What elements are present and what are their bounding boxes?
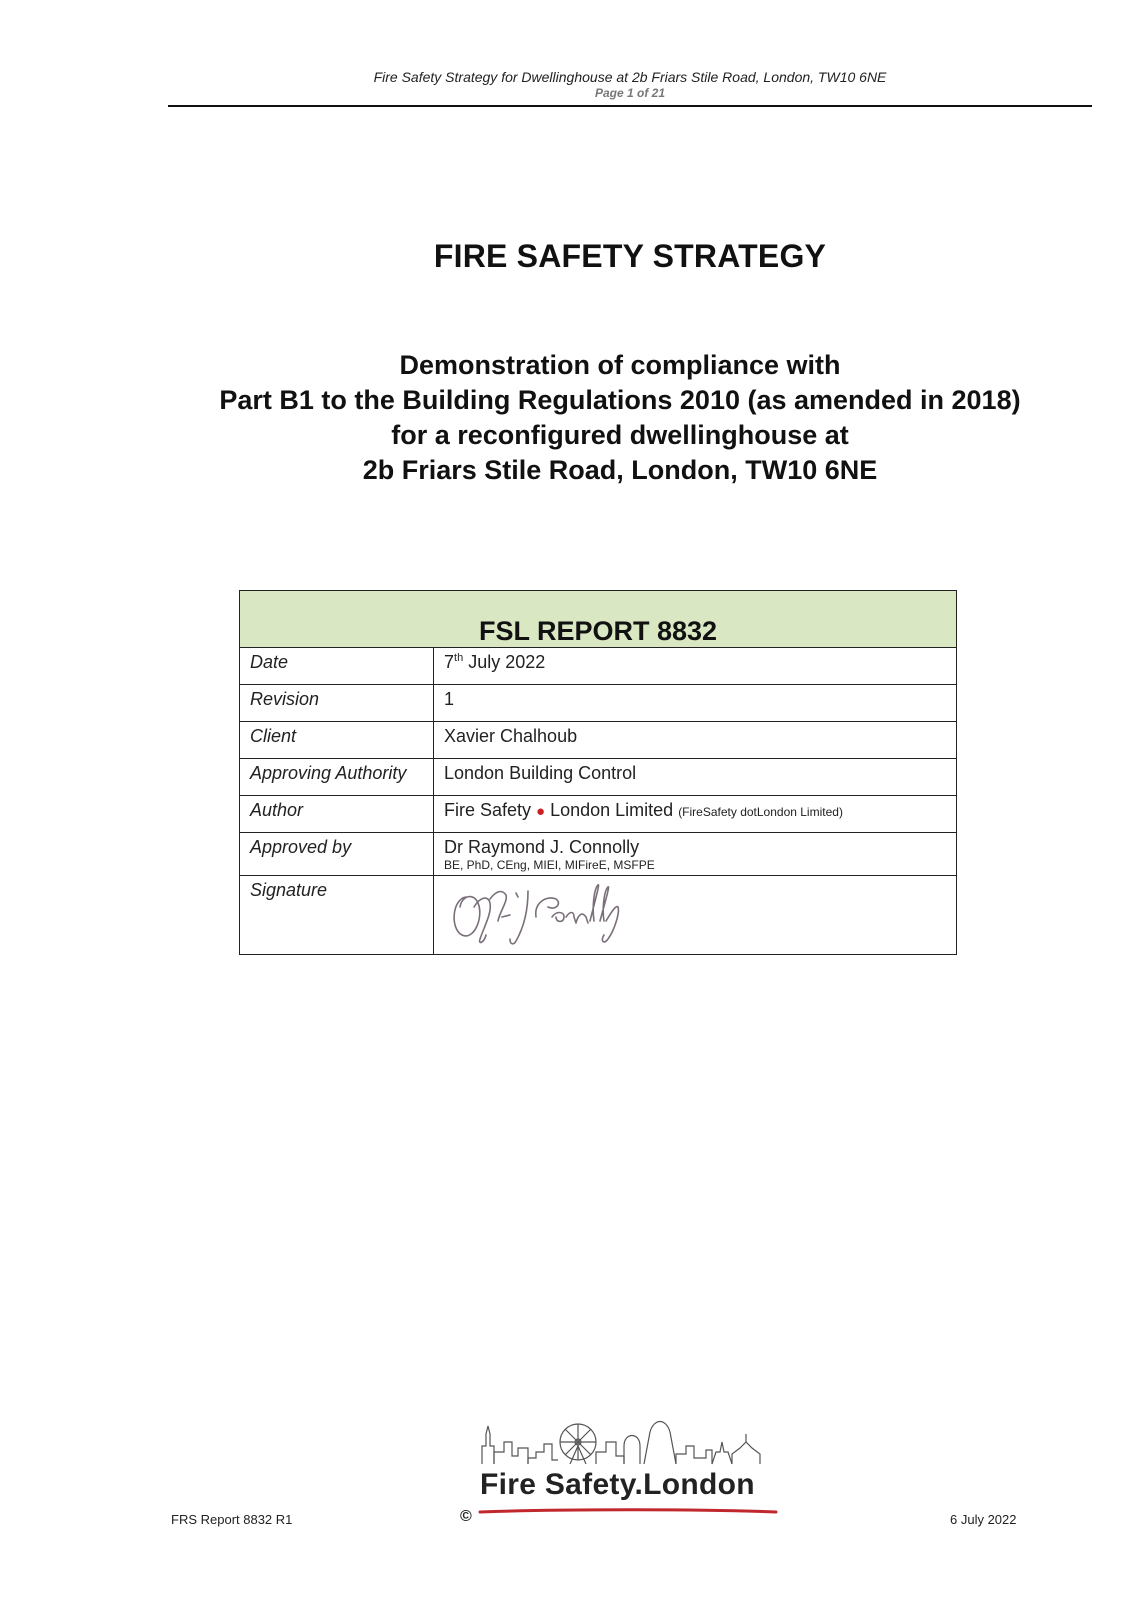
handwritten-signature	[444, 877, 644, 947]
table-row-date	[240, 648, 957, 685]
red-dot-icon: ●	[536, 803, 546, 820]
row-label: Client	[240, 722, 434, 759]
table-row-signature	[240, 876, 957, 955]
client-value: Xavier Chalhoub	[434, 722, 957, 759]
report-details-table	[239, 590, 957, 955]
london-skyline-icon	[478, 1412, 778, 1472]
signature-cell	[434, 876, 957, 955]
author-value	[434, 796, 957, 833]
page-header	[168, 68, 1092, 100]
fire-safety-london-logo	[478, 1420, 778, 1530]
row-label: Signature	[240, 876, 434, 955]
row-label: Approved by	[240, 833, 434, 876]
date-month-year: July 2022	[463, 652, 546, 672]
revision-value: 1	[434, 685, 957, 722]
logo-wordmark-text: Fire Safety.London	[480, 1468, 755, 1501]
approver-qualifications: BE, PhD, CEng, MIEI, MIFireE, MSFPE	[444, 858, 655, 872]
subtitle-line: for a reconfigured dwellinghouse at	[391, 420, 849, 450]
row-label: Approving Authority	[240, 759, 434, 796]
table-row-author	[240, 796, 957, 833]
author-name-part: London Limited	[545, 800, 679, 820]
approver-value	[434, 833, 957, 876]
footer-report-reference: FRS Report 8832 R1	[171, 1512, 293, 1527]
report-banner-row	[240, 591, 957, 648]
logo-wordmark	[480, 1468, 755, 1502]
footer-date: 6 July 2022	[950, 1512, 1017, 1527]
document-subtitle	[120, 348, 1120, 488]
copyright-symbol: ©	[460, 1508, 472, 1525]
table-row-approved-by	[240, 833, 957, 876]
subtitle-line: Part B1 to the Building Regulations 2010 (as amended in 2018)	[219, 385, 1021, 415]
subtitle-line: 2b Friars Stile Road, London, TW10 6NE	[362, 455, 878, 485]
approver-name: Dr Raymond J. Connolly	[444, 837, 640, 857]
author-name-part: Fire Safety	[444, 800, 537, 820]
row-label: Author	[240, 796, 434, 833]
subtitle-line: Demonstration of compliance with	[399, 350, 841, 380]
date-value	[434, 648, 957, 685]
row-label: Date	[240, 648, 434, 685]
table-row-client	[240, 722, 957, 759]
header-divider	[168, 105, 1092, 107]
report-number-banner: FSL REPORT 8832	[240, 591, 957, 648]
header-title: Fire Safety Strategy for Dwellinghouse at 2b Friars Stile Road, London, TW10 6NE	[373, 69, 887, 85]
author-legal-name: (FireSafety dotLondon Limited)	[678, 805, 843, 819]
table-row-revision	[240, 685, 957, 722]
date-day: 7	[444, 652, 455, 672]
date-ordinal-suffix: th	[454, 652, 464, 664]
table-row-approving-authority	[240, 759, 957, 796]
row-label: Revision	[240, 685, 434, 722]
header-page-number: Page 1 of 21	[594, 86, 666, 100]
document-title: FIRE SAFETY STRATEGY	[433, 238, 827, 274]
logo-underline	[478, 1506, 778, 1518]
approving-authority-value: London Building Control	[434, 759, 957, 796]
